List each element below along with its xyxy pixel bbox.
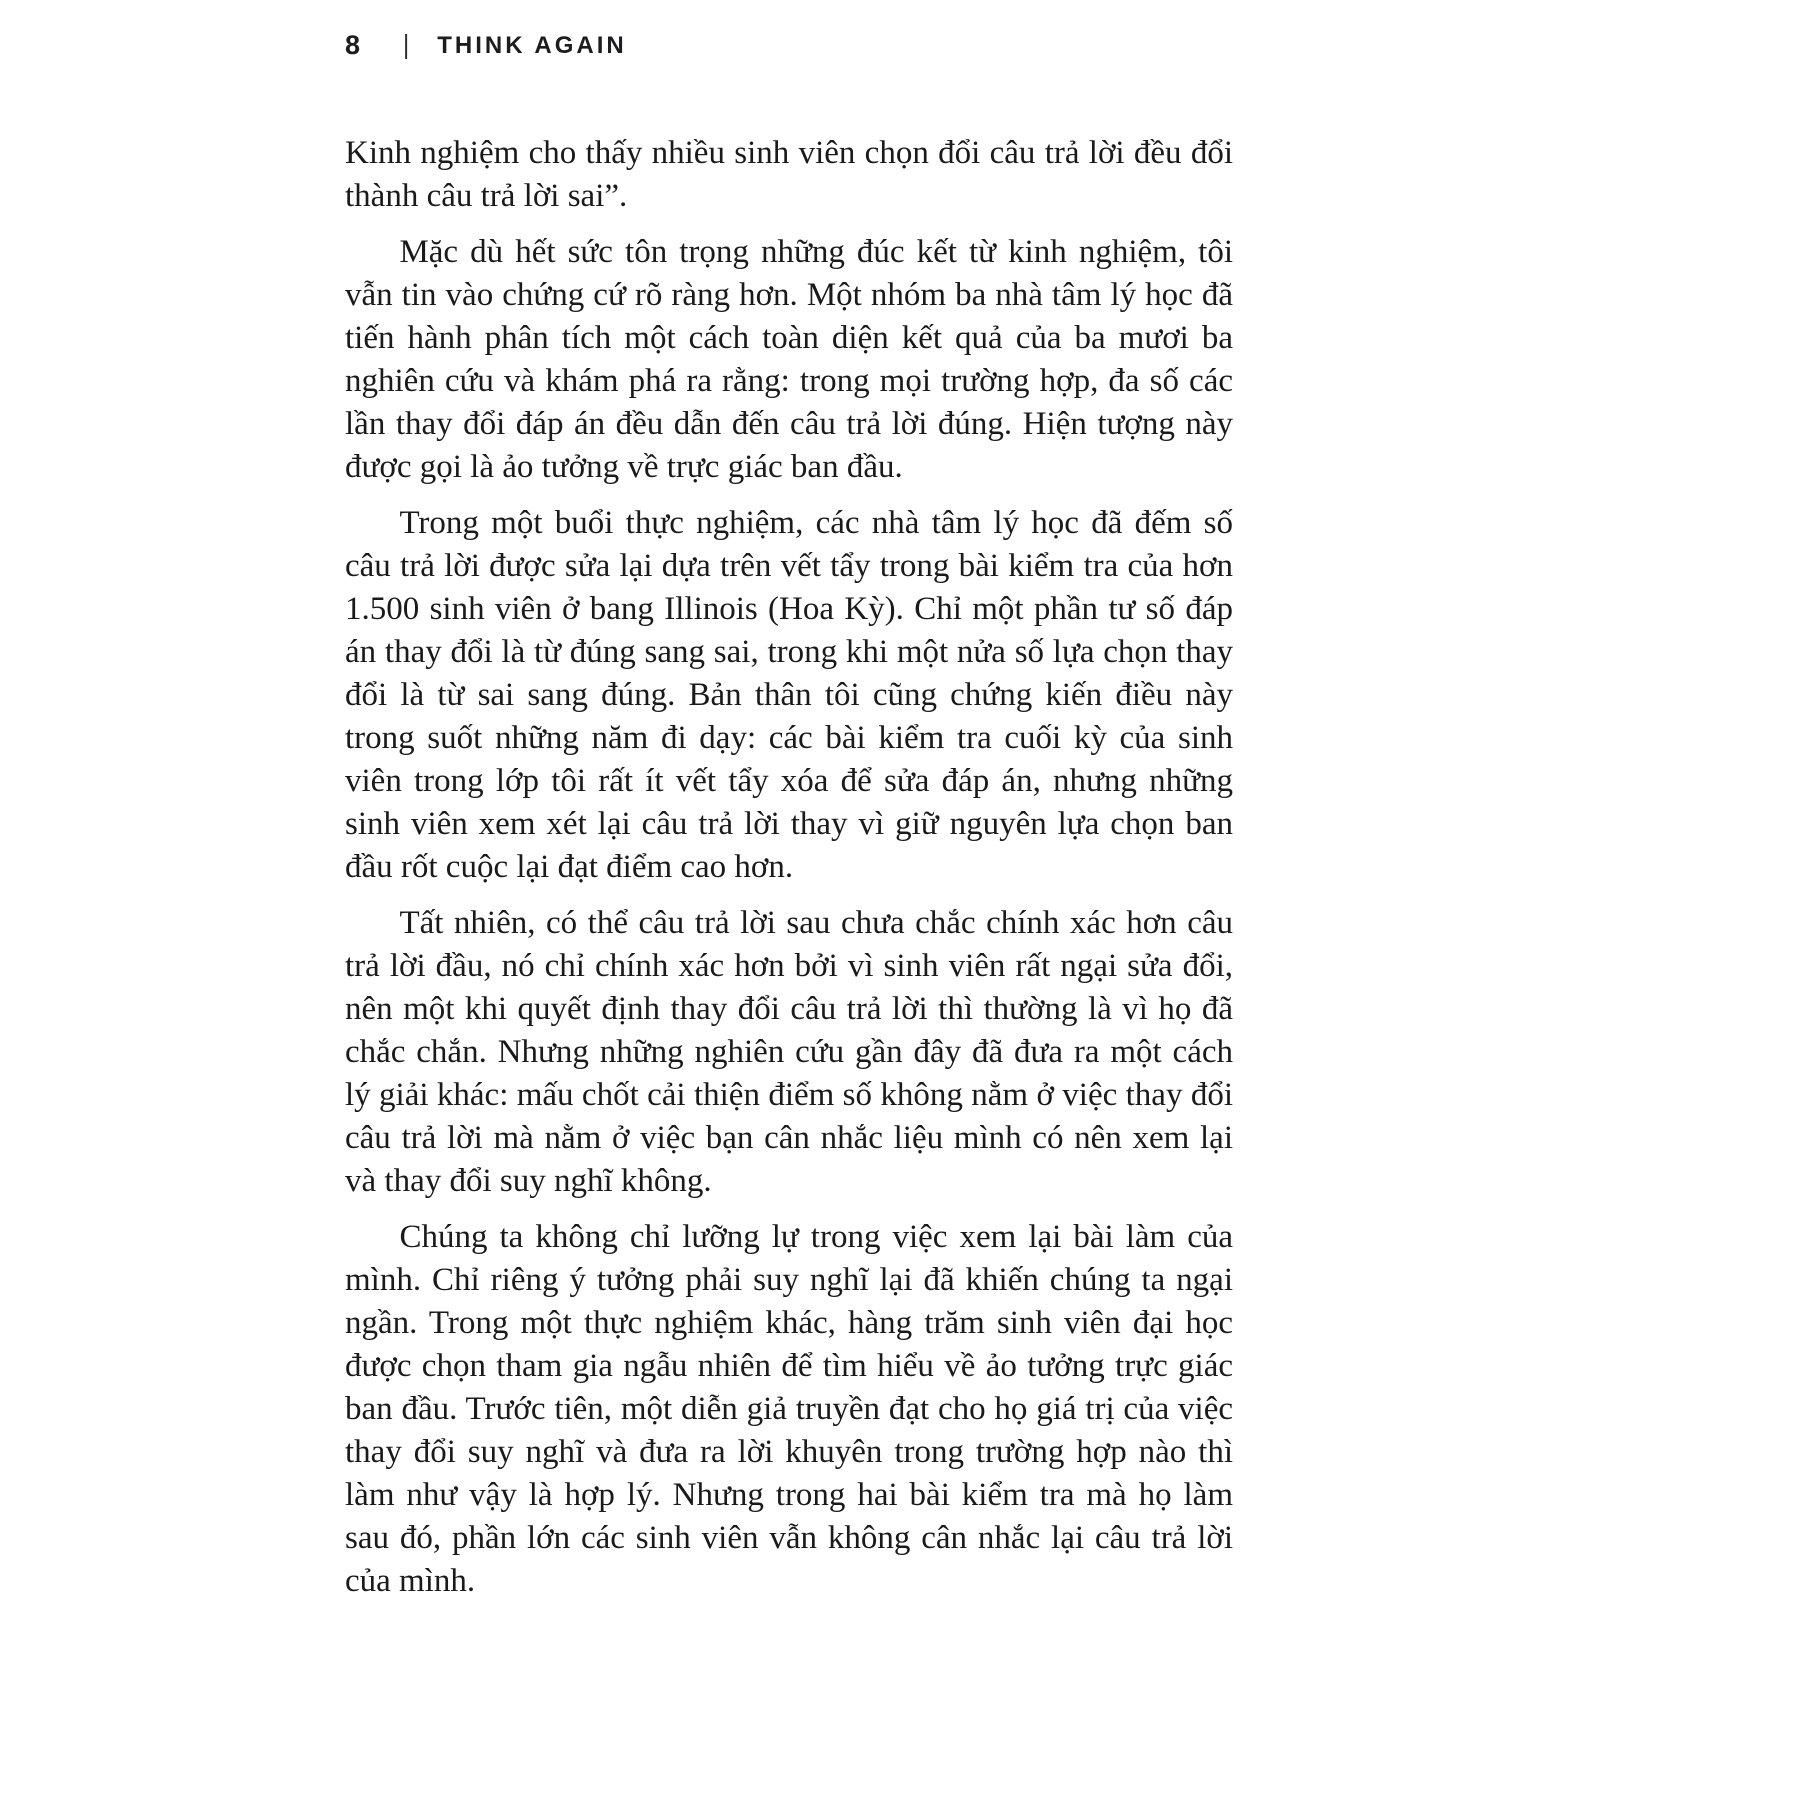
page-number: 8 — [345, 30, 362, 60]
paragraph-4: Tất nhiên, có thể câu trả lời sau chưa chắc chính xác hơn câu trả lời đầu, nó chỉ chính xác hơn bởi vì sinh viên rất ngại sửa đổi, nên một khi quyết định thay đổi câu trả lời thì thường là vì họ đã chắc chắn. Nhưng những nghiên cứu gần đây đã đưa ra một cách lý giải khác: mấu chốt cải thiện điểm số không nằm ở việc thay đổi câu trả lời mà nằm ở việc bạn cân nhắc liệu mình có nên xem lại và thay đổi suy nghĩ không. — [345, 905, 1233, 1199]
paragraph-2: Mặc dù hết sức tôn trọng những đúc kết từ kinh nghiệm, tôi vẫn tin vào chứng cứ rõ ràng hơn. Một nhóm ba nhà tâm lý học đã tiến hành phân tích một cách toàn diện kết quả của ba mươi ba nghiên cứu và khám phá ra rằng: trong mọi trường hợp, đa số các lần thay đổi đáp án đều dẫn đến câu trả lời đúng. Hiện tượng này được gọi là ảo tưởng về trực giác ban đầu. — [345, 234, 1233, 485]
book-title: THINK AGAIN — [437, 31, 627, 59]
paragraph-5: Chúng ta không chỉ lưỡng lự trong việc xem lại bài làm của mình. Chỉ riêng ý tưởng phải suy nghĩ lại đã khiến chúng ta ngại ngần. Trong một thực nghiệm khác, hàng trăm sinh viên đại học được chọn tham gia ngẫu nhiên để tìm hiểu về ảo tưởng trực giác ban đầu. Trước tiên, một diễn giả truyền đạt cho họ giá trị của việc thay đổi suy nghĩ và đưa ra lời khuyên trong trường hợp nào thì làm như vậy là hợp lý. Nhưng trong hai bài kiểm tra mà họ làm sau đó, phần lớn các sinh viên vẫn không cân nhắc lại câu trả lời của mình. — [345, 1219, 1233, 1599]
paragraph-1: Kinh nghiệm cho thấy nhiều sinh viên chọn đổi câu trả lời đều đổi thành câu trả lời sai”. — [345, 135, 1233, 214]
page-header — [345, 30, 627, 61]
body-text-block — [345, 132, 1233, 1603]
paragraph-3: Trong một buổi thực nghiệm, các nhà tâm lý học đã đếm số câu trả lời được sửa lại dựa trên vết tẩy trong bài kiểm tra của hơn 1.500 sinh viên ở bang Illinois (Hoa Kỳ). Chỉ một phần tư số đáp án thay đổi là từ đúng sang sai, trong khi một nửa số lựa chọn thay đổi là từ sai sang đúng. Bản thân tôi cũng chứng kiến điều này trong suốt những năm đi dạy: các bài kiểm tra cuối kỳ của sinh viên trong lớp tôi rất ít vết tẩy xóa để sửa đáp án, nhưng những sinh viên xem xét lại câu trả lời thay vì giữ nguyên lựa chọn ban đầu rốt cuộc lại đạt điểm cao hơn. — [345, 505, 1233, 885]
header-separator: | — [403, 30, 410, 60]
